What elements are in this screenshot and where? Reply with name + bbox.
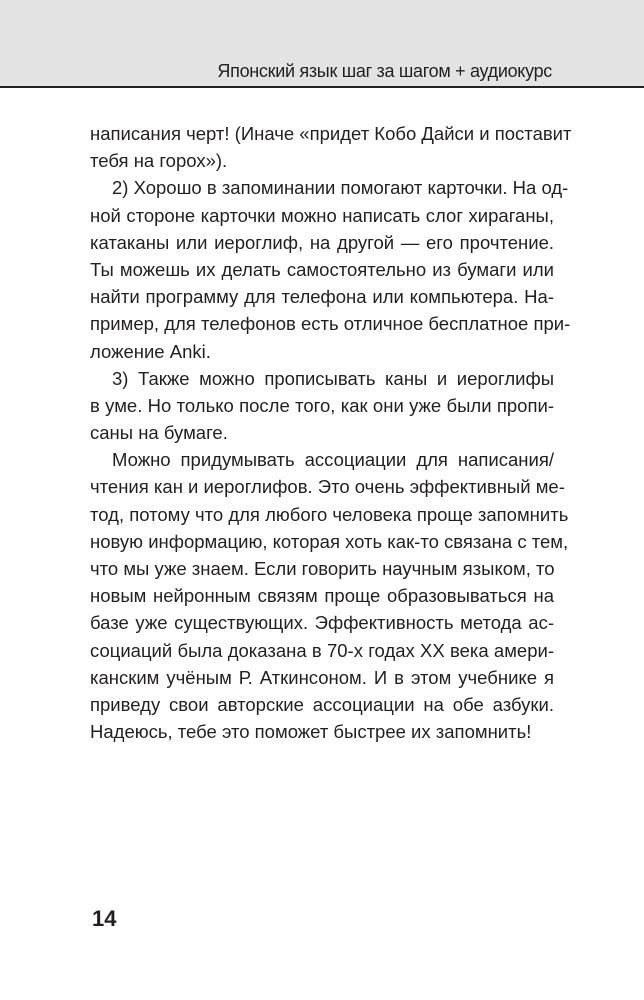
- text-line: Ты можешь их делать самостоятельно из бумаги или: [90, 258, 554, 280]
- page-number: 14: [92, 906, 117, 931]
- text-line: 2) Хорошо в запоминании помогают карточки. На од-: [112, 177, 569, 199]
- text-line: ной стороне карточки можно написать слог хираганы,: [90, 204, 554, 226]
- text-line: тод, потому что для любого человека проще запомнить: [90, 503, 569, 525]
- book-title: Японский язык шаг за шагом + аудиокурс: [217, 61, 552, 81]
- running-header: [0, 0, 644, 88]
- text-line: 3) Также можно прописывать каны и иероглифы: [112, 367, 554, 389]
- text-line: новую информацию, которая хоть как-то связана с тем,: [90, 530, 569, 552]
- text-line: в уме. Но только после того, как они уже были пропи-: [90, 394, 554, 416]
- text-line: написания черт! (Иначе «придет Кобо Дайси и поставит: [90, 123, 572, 144]
- text-line: что мы уже знаем. Если говорить научным языком, то: [90, 558, 555, 579]
- text-line: Надеюсь, тебе это поможет быстрее их запомнить!: [90, 721, 532, 743]
- text-line: саны на бумаге.: [90, 422, 228, 444]
- text-line: ложение Anki.: [90, 340, 211, 362]
- text-line: чтения кан и иероглифов. Это очень эффективный ме-: [90, 476, 565, 498]
- text-line: тебя на горох»).: [90, 150, 228, 172]
- text-line: приведу свои авторские ассоциации на обе азбуки.: [90, 693, 554, 715]
- body-text: [90, 120, 572, 745]
- text-line: найти программу для телефона или компьютера. На-: [90, 286, 554, 308]
- text-line: катаканы или иероглиф, на другой — его прочтение.: [90, 231, 554, 253]
- text-line: канским учёным Р. Аткинсоном. И в этом учебнике я: [90, 666, 554, 688]
- text-line: пример, для телефонов есть отличное бесплатное при-: [90, 313, 571, 335]
- text-line: новым нейронным связям проще образовываться на: [90, 585, 554, 607]
- text-line: Можно придумывать ассоциации для написания/: [112, 449, 554, 471]
- text-line: базе уже существующих. Эффективность метода ас-: [90, 612, 554, 634]
- text-line: социаций была доказана в 70-х годах XX века амери-: [90, 639, 554, 661]
